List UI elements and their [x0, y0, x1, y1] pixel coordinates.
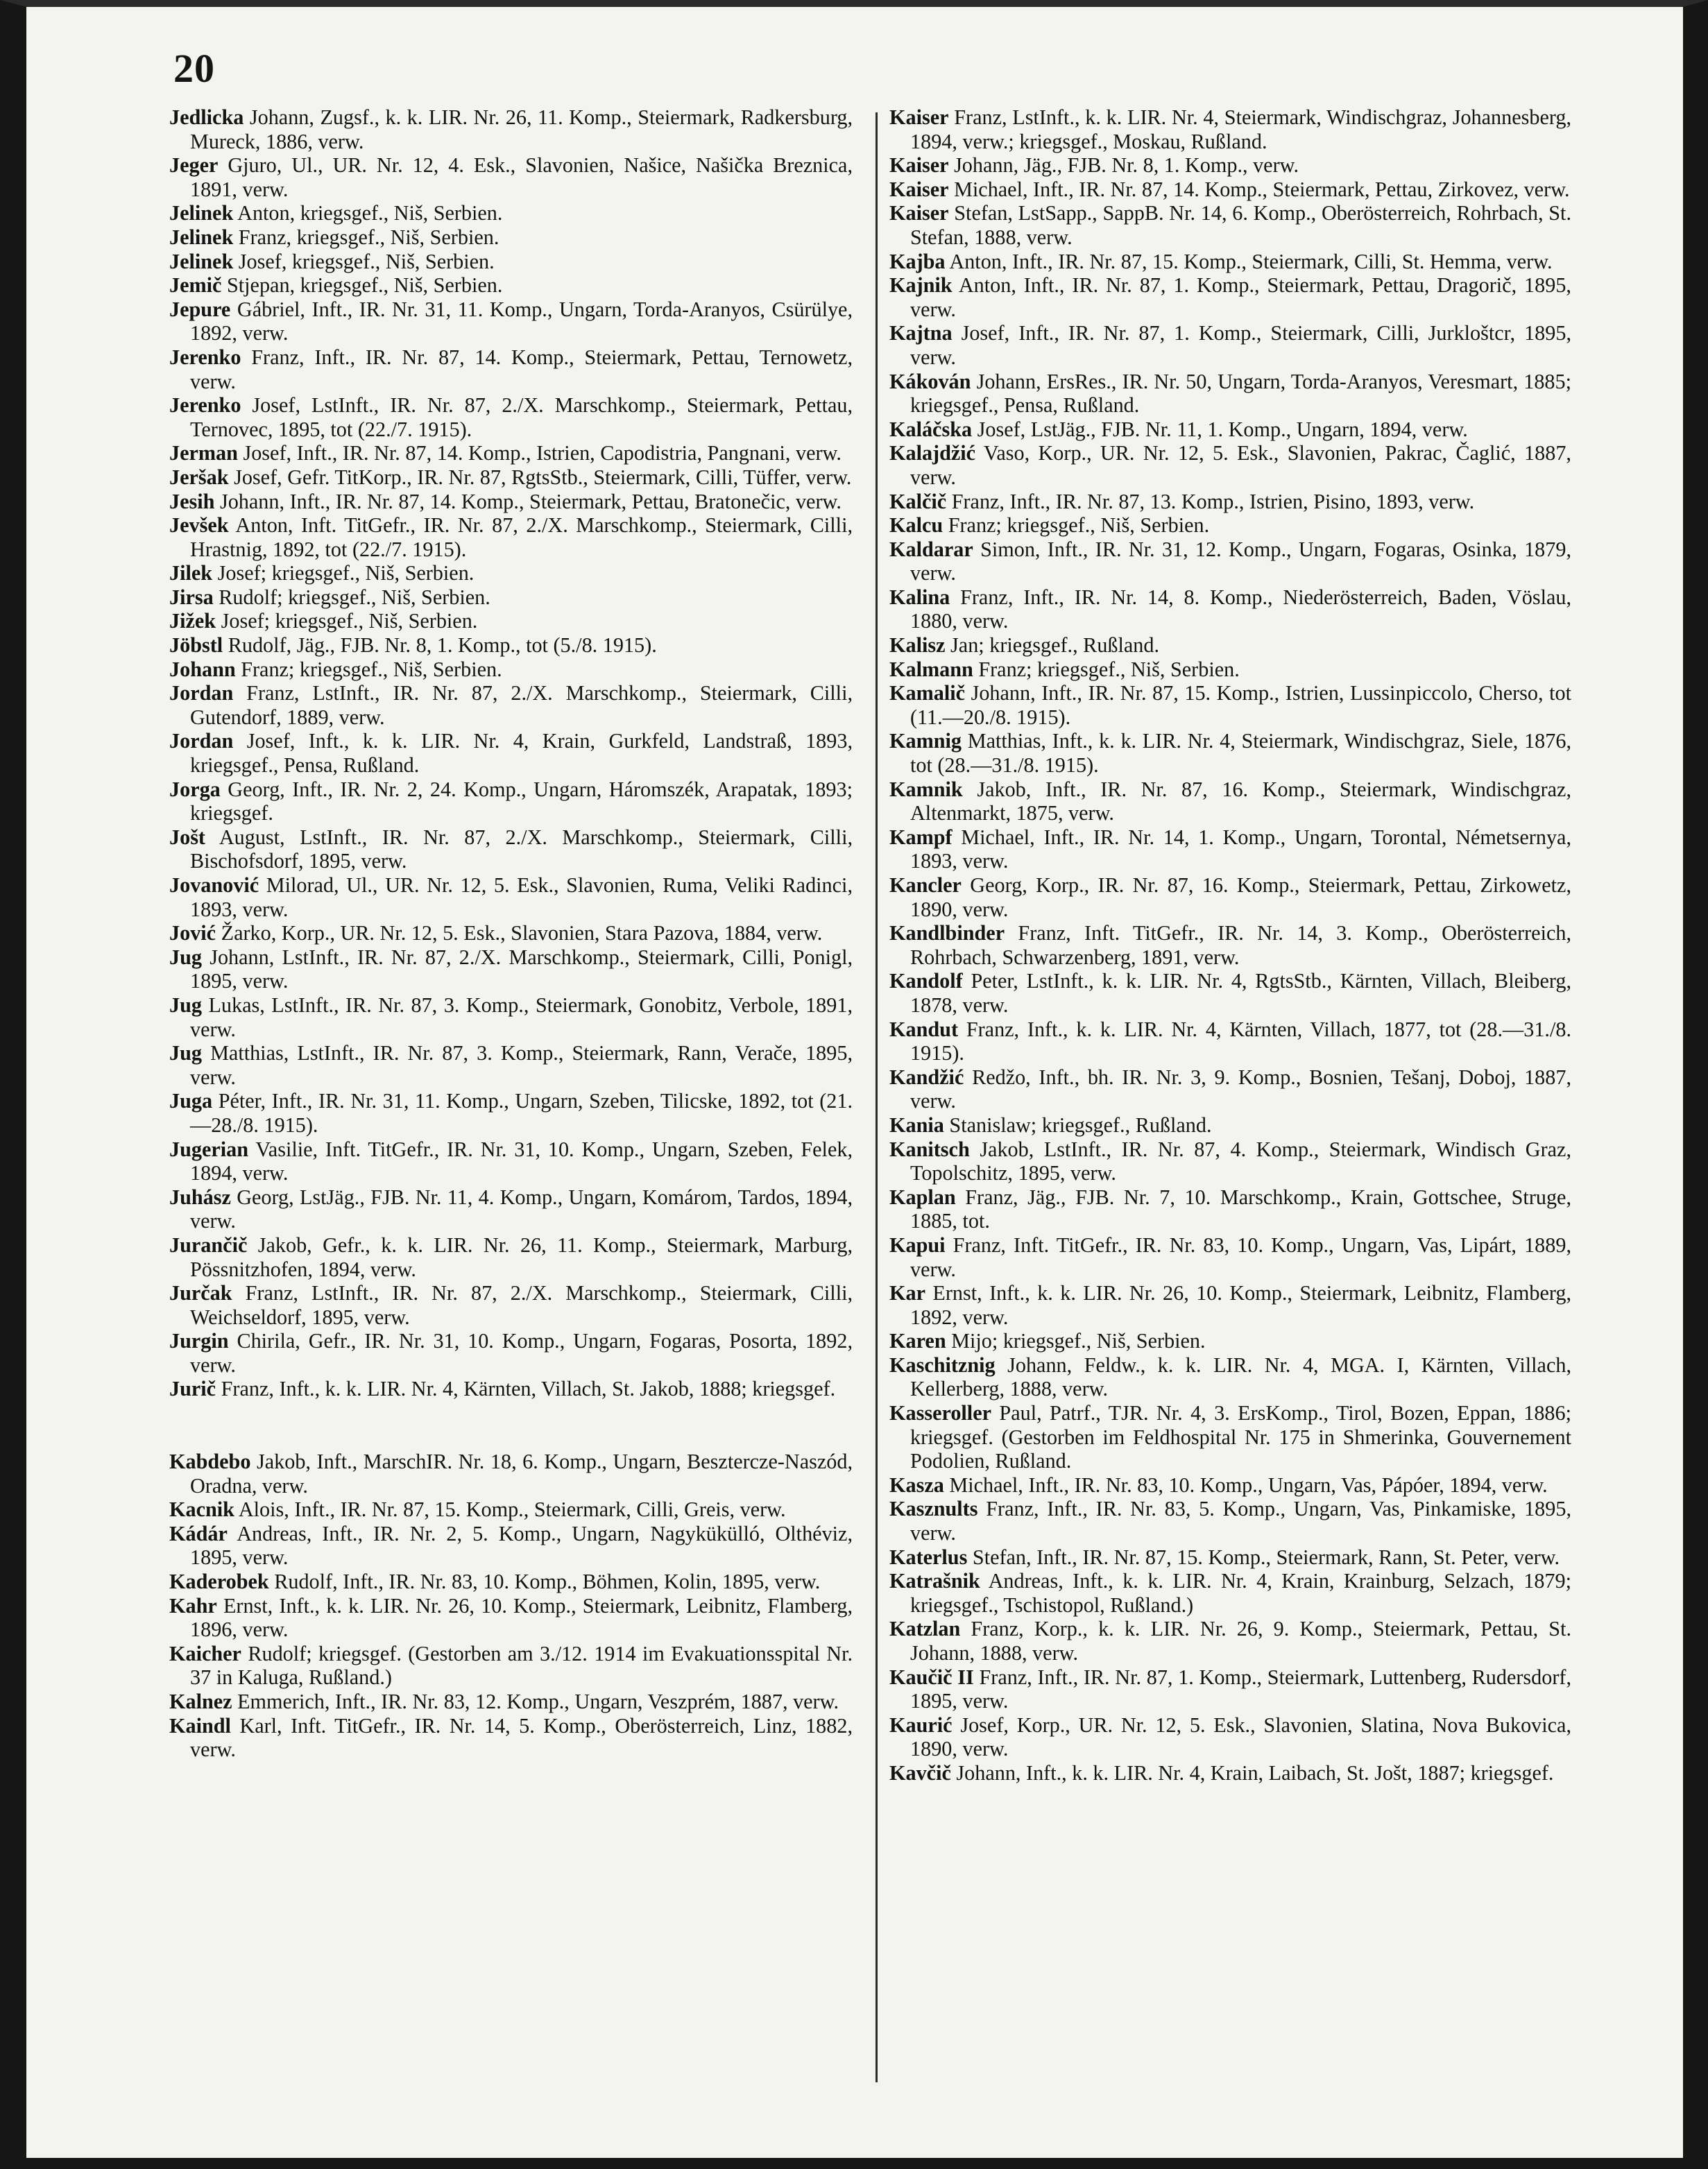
list-entry [889, 1113, 1571, 1138]
entry-details: Peter, LstInft., k. k. LIR. Nr. 4, RgtsStb., Kärnten, Villach, Bleiberg, 1878, verw. [910, 969, 1572, 1017]
entry-surname: Kania [889, 1113, 944, 1137]
list-entry [169, 681, 853, 729]
entry-details: Vaso, Korp., UR. Nr. 12, 5. Esk., Slavonien, Pakrac, Čaglić, 1887, verw. [910, 441, 1571, 489]
entry-details: Georg, LstJäg., FJB. Nr. 11, 4. Komp., Ungarn, Komárom, Tardos, 1894, verw. [190, 1185, 853, 1233]
entry-surname: Kasseroller [889, 1401, 991, 1425]
entry-details: Anton, Inft. TitGefr., IR. Nr. 87, 2./X. Marschkomp., Steiermark, Cilli, Hrastnig, 1892, tot (22./7. 1915). [190, 513, 853, 561]
list-entry [169, 561, 853, 585]
list-entry [889, 153, 1571, 178]
entry-details: Franz, Inft. TitGefr., IR. Nr. 83, 10. Komp., Ungarn, Vas, Lipárt, 1889, verw. [910, 1233, 1571, 1281]
entry-details: Chirila, Gefr., IR. Nr. 31, 10. Komp., Ungarn, Fogaras, Posorta, 1892, verw. [190, 1329, 853, 1377]
entry-details: Johann, Inft., IR. Nr. 87, 15. Komp., Istrien, Lussinpiccolo, Cherso, tot (11.—20./8. 1915). [910, 681, 1572, 729]
entry-surname: Jöbstl [169, 633, 223, 658]
entry-surname: Katerlus [889, 1545, 968, 1569]
list-entry [889, 1545, 1571, 1570]
entry-details: Georg, Inft., IR. Nr. 2, 24. Komp., Ungarn, Háromszék, Arapatak, 1893; kriegsgef. [190, 777, 853, 825]
list-entry [889, 1665, 1571, 1713]
entry-surname: Jedlicka [169, 105, 244, 129]
list-entry [169, 1594, 853, 1642]
entry-details: Péter, Inft., IR. Nr. 31, 11. Komp., Ungarn, Szeben, Tilicske, 1892, tot (21.—28./8. 1915). [190, 1089, 853, 1137]
entry-surname: Kandolf [889, 969, 963, 993]
entry-surname: Kaindl [169, 1713, 231, 1738]
entry-details: Jan; kriegsgef., Rußland. [950, 633, 1160, 658]
entry-surname: Kaschitznig [889, 1353, 996, 1377]
entry-surname: Jordan [169, 681, 234, 705]
entry-surname: Katzlan [889, 1617, 961, 1641]
entry-surname: Kandžić [889, 1065, 964, 1089]
list-entry [169, 393, 853, 441]
entry-details: Emmerich, Inft., IR. Nr. 83, 12. Komp., Ungarn, Veszprém, 1887, verw. [237, 1690, 839, 1713]
list-entry [889, 825, 1571, 873]
entry-surname: Kancler [889, 873, 962, 897]
entry-surname: Kaiser [889, 153, 949, 178]
list-entry [169, 153, 853, 201]
entry-details: Johann, Inft., IR. Nr. 87, 14. Komp., Steiermark, Pettau, Bratonečic, verw. [219, 489, 842, 513]
entry-details: Rudolf; kriegsgef., Niš, Serbien. [219, 585, 490, 609]
list-entry [889, 273, 1571, 321]
entry-surname: Jurič [169, 1377, 216, 1401]
list-entry [889, 1018, 1571, 1065]
entry-details: Jakob, Inft., MarschIR. Nr. 18, 6. Komp., Ungarn, Besztercze-Naszód, Oradna, verw. [190, 1450, 853, 1498]
entry-surname: Kádár [169, 1521, 228, 1545]
entry-details: Andreas, Inft., IR. Nr. 2, 5. Komp., Ungarn, Nagykükülló, Olthéviz, 1895, verw. [190, 1521, 853, 1570]
entry-surname: Jug [169, 1041, 202, 1065]
list-entry [169, 1570, 853, 1594]
list-entry [889, 1185, 1571, 1233]
entry-details: Johann, ErsRes., IR. Nr. 50, Ungarn, Torda-Aranyos, Veresmart, 1885; kriegsgef., Pensa, Rußland. [910, 369, 1572, 418]
list-entry [169, 513, 853, 561]
entry-details: Franz, Inft., k. k. LIR. Nr. 4, Kärnten, Villach, St. Jakob, 1888; kriegsgef. [221, 1377, 836, 1401]
entry-details: Stanislaw; kriegsgef., Rußland. [949, 1113, 1212, 1137]
list-entry [889, 1497, 1571, 1545]
entry-details: Franz, Jäg., FJB. Nr. 7, 10. Marschkomp., Krain, Gottschee, Struge, 1885, tot. [910, 1185, 1572, 1233]
entry-surname: Jurčak [169, 1281, 232, 1305]
entry-details: Michael, Inft., IR. Nr. 87, 14. Komp., Steiermark, Pettau, Zirkovez, verw. [954, 177, 1570, 201]
entry-surname: Johann [169, 657, 236, 681]
list-entry [169, 1041, 853, 1089]
entry-details: Franz, Inft., k. k. LIR. Nr. 4, Kärnten, Villach, 1877, tot (28.—31./8. 1915). [910, 1017, 1571, 1065]
entry-details: Franz, Inft., IR. Nr. 87, 13. Komp., Istrien, Pisino, 1893, verw. [951, 489, 1475, 513]
entry-details: Johann, LstInft., IR. Nr. 87, 2./X. Marschkomp., Steiermark, Cilli, Ponigl, 1895, verw. [190, 945, 853, 993]
entry-surname: Kahr [169, 1593, 217, 1618]
list-entry [889, 1569, 1571, 1617]
entry-surname: Jemič [169, 273, 222, 298]
list-entry [169, 778, 853, 825]
list-entry [889, 658, 1571, 682]
entry-surname: Jošt [169, 825, 205, 849]
entry-details: Paul, Patrf., TJR. Nr. 4, 3. ErsKomp., Tirol, Bozen, Eppan, 1886; kriegsgef. (Gestorben im Feldhospital Nr. 175 in Shmerinka, Gouvernement Podolien, Rußland. [910, 1401, 1571, 1473]
list-entry [889, 418, 1571, 442]
list-entry [889, 250, 1571, 274]
list-entry [889, 729, 1571, 777]
entry-details: Žarko, Korp., UR. Nr. 12, 5. Esk., Slavonien, Stara Pazova, 1884, verw. [221, 921, 823, 945]
entry-surname: Kaiser [889, 105, 949, 129]
list-entry [169, 1329, 853, 1377]
list-entry [169, 105, 853, 153]
entry-details: Stefan, LstSapp., SappB. Nr. 14, 6. Komp., Oberösterreich, Rohrbach, St. Stefan, 1888, verw. [910, 201, 1571, 249]
entry-surname: Jorga [169, 777, 221, 801]
list-entry [169, 345, 853, 393]
list-entry [169, 825, 853, 873]
entry-details: Michael, Inft., IR. Nr. 14, 1. Komp., Ungarn, Torontal, Németsernya, 1893, verw. [910, 825, 1571, 873]
entry-surname: Jerman [169, 441, 238, 465]
entry-details: Rudolf, Jäg., FJB. Nr. 8, 1. Komp., tot (5./8. 1915). [228, 633, 657, 658]
entry-surname: Jerenko [169, 345, 241, 369]
entry-details: Rudolf; kriegsgef. (Gestorben am 3./12. 1914 im Evakuationsspital Nr. 37 in Kaluga, Rußland.) [190, 1641, 853, 1690]
list-entry [889, 178, 1571, 202]
entry-surname: Jesih [169, 489, 215, 513]
entry-surname: Jelinek [169, 249, 234, 273]
entry-details: Mijo; kriegsgef., Niš, Serbien. [951, 1329, 1206, 1353]
entry-surname: Kalčič [889, 489, 947, 513]
list-entry [889, 1281, 1571, 1329]
entry-surname: Katrašnik [889, 1569, 980, 1593]
entry-details: Matthias, Inft., k. k. LIR. Nr. 4, Steiermark, Windischgraz, Siele, 1876, tot (28.—31./8. 1915). [910, 729, 1571, 778]
list-entry [889, 1401, 1571, 1473]
list-entry [169, 1185, 853, 1233]
entry-details: Franz, Inft., IR. Nr. 87, 1. Komp., Steiermark, Luttenberg, Rudersdorf, 1895, verw. [910, 1665, 1572, 1713]
entry-surname: Kalnez [169, 1690, 232, 1713]
list-entry [169, 1690, 853, 1714]
entry-details: Josef, Inft., IR. Nr. 87, 14. Komp., Istrien, Capodistria, Pangnani, verw. [243, 441, 842, 465]
section-gap [169, 1401, 853, 1450]
list-entry [889, 490, 1571, 514]
list-entry [169, 1522, 853, 1570]
entry-details: Gábriel, Inft., IR. Nr. 31, 11. Komp., Ungarn, Torda-Aranyos, Csürülye, 1892, verw. [190, 297, 853, 345]
entry-details: Franz, LstInft., IR. Nr. 87, 2./X. Marschkomp., Steiermark, Cilli, Weichseldorf, 1895, verw. [190, 1281, 853, 1329]
entry-details: August, LstInft., IR. Nr. 87, 2./X. Marschkomp., Steiermark, Cilli, Bischofsdorf, 1895, verw. [190, 825, 853, 873]
list-entry [169, 1138, 853, 1185]
entry-details: Andreas, Inft., k. k. LIR. Nr. 4, Krain, Krainburg, Selzach, 1879; kriegsgef., Tschistopol, Rußland.) [910, 1569, 1571, 1617]
entry-surname: Kaláčska [889, 417, 973, 441]
list-entry [169, 1714, 853, 1762]
entry-details: Josef; kriegsgef., Niš, Serbien. [221, 609, 478, 633]
list-entry [889, 1138, 1571, 1185]
entry-details: Franz, Inft., IR. Nr. 87, 14. Komp., Steiermark, Pettau, Ternowetz, verw. [190, 345, 853, 393]
entry-details: Simon, Inft., IR. Nr. 31, 12. Komp., Ungarn, Fogaras, Osinka, 1879, verw. [910, 537, 1572, 585]
entry-details: Rudolf, Inft., IR. Nr. 83, 10. Komp., Böhmen, Kolin, 1895, verw. [274, 1570, 821, 1594]
entry-surname: Kaldarar [889, 537, 973, 561]
list-entry [889, 778, 1571, 825]
entry-surname: Kampf [889, 825, 953, 849]
list-entry [169, 250, 853, 274]
list-entry [169, 945, 853, 993]
entry-details: Stjepan, kriegsgef., Niš, Serbien. [226, 273, 503, 298]
entry-surname: Jordan [169, 729, 234, 753]
entry-details: Josef, Gefr. TitKorp., IR. Nr. 87, RgtsStb., Steiermark, Cilli, Tüffer, verw. [234, 465, 852, 489]
entry-surname: Kandlbinder [889, 921, 1005, 945]
list-entry [889, 633, 1571, 658]
entry-surname: Kaderobek [169, 1570, 269, 1594]
entry-surname: Kamnik [889, 777, 963, 801]
entry-details: Franz; kriegsgef., Niš, Serbien. [241, 657, 502, 681]
entry-surname: Kaiser [889, 177, 949, 201]
entry-details: Jakob, Gefr., k. k. LIR. Nr. 26, 11. Komp., Steiermark, Marburg, Pössnitzhofen, 1894, verw. [190, 1233, 853, 1281]
entry-details: Johann, Feldw., k. k. LIR. Nr. 4, MGA. I, Kärnten, Villach, Kellerberg, 1888, verw. [910, 1353, 1571, 1401]
list-entry [889, 1617, 1571, 1665]
entry-surname: Kanitsch [889, 1137, 970, 1161]
list-entry [889, 585, 1571, 633]
list-entry [889, 921, 1571, 969]
entry-surname: Kajtna [889, 321, 953, 345]
list-entry [169, 225, 853, 250]
entry-surname: Kalcu [889, 513, 943, 538]
entry-details: Jakob, LstInft., IR. Nr. 87, 4. Komp., Steiermark, Windisch Graz, Topolschitz, 1895, verw. [910, 1137, 1572, 1185]
list-entry [889, 873, 1571, 921]
entry-details: Josef, Korp., UR. Nr. 12, 5. Esk., Slavonien, Slatina, Nova Bukovica, 1890, verw. [910, 1713, 1571, 1761]
list-entry [169, 273, 853, 298]
list-entry [169, 1281, 853, 1329]
entry-surname: Kabdebo [169, 1450, 251, 1474]
list-entry [169, 993, 853, 1041]
list-entry [169, 658, 853, 682]
list-entry [169, 873, 853, 921]
entry-surname: Kaiser [889, 201, 949, 225]
entry-surname: Kajba [889, 249, 946, 273]
entry-surname: Kasza [889, 1473, 944, 1497]
entry-details: Michael, Inft., IR. Nr. 83, 10. Komp., Ungarn, Vas, Pápóer, 1894, verw. [949, 1473, 1548, 1497]
entry-details: Anton, kriegsgef., Niš, Serbien. [237, 201, 503, 225]
entry-surname: Kasznults [889, 1497, 978, 1521]
entry-details: Anton, Inft., IR. Nr. 87, 15. Komp., Steiermark, Cilli, St. Hemma, verw. [949, 249, 1553, 273]
entry-details: Lukas, LstInft., IR. Nr. 87, 3. Komp., Steiermark, Gonobitz, Verbole, 1891, verw. [190, 993, 853, 1041]
list-entry [889, 370, 1571, 418]
entry-surname: Jelinek [169, 201, 234, 225]
entry-details: Franz, Inft. TitGefr., IR. Nr. 14, 3. Komp., Oberösterreich, Rohrbach, Schwarzenberg, 1891, verw. [910, 921, 1572, 969]
entry-surname: Juhász [169, 1185, 231, 1209]
entry-details: Johann, Inft., k. k. LIR. Nr. 4, Krain, Laibach, St. Jošt, 1887; kriegsgef. [956, 1760, 1554, 1785]
entry-surname: Jilek [169, 561, 213, 585]
entry-details: Franz, LstInft., IR. Nr. 87, 2./X. Marschkomp., Steiermark, Cilli, Gutendorf, 1889, verw. [190, 681, 853, 729]
list-entry [889, 1713, 1571, 1761]
entry-surname: Jelinek [169, 225, 234, 249]
list-entry [169, 298, 853, 345]
entry-details: Franz, kriegsgef., Niš, Serbien. [238, 225, 499, 249]
entry-details: Josef, LstJäg., FJB. Nr. 11, 1. Komp., Ungarn, 1894, verw. [977, 417, 1468, 441]
list-entry [889, 513, 1571, 538]
entry-details: Franz, Inft., IR. Nr. 14, 8. Komp., Niederösterreich, Baden, Vöslau, 1880, verw. [910, 585, 1572, 633]
entry-surname: Kalina [889, 585, 950, 609]
list-entry [889, 969, 1571, 1017]
right-column [889, 105, 1571, 1785]
list-entry [169, 201, 853, 225]
entry-details: Josef, Inft., IR. Nr. 87, 1. Komp., Steiermark, Cilli, Jurkloštcr, 1895, verw. [910, 321, 1572, 369]
list-entry [889, 1065, 1571, 1113]
list-entry [889, 1233, 1571, 1281]
entry-surname: Kalmann [889, 657, 973, 681]
list-entry [889, 681, 1571, 729]
entry-surname: Juga [169, 1089, 213, 1113]
entry-surname: Kaučič II [889, 1665, 974, 1689]
entry-surname: Karen [889, 1329, 946, 1353]
entry-surname: Jurančič [169, 1233, 248, 1257]
list-entry [169, 609, 853, 633]
entry-surname: Jovanović [169, 873, 259, 897]
list-entry [169, 1377, 853, 1401]
entry-details: Matthias, LstInft., IR. Nr. 87, 3. Komp., Steiermark, Rann, Verače, 1895, verw. [190, 1041, 853, 1089]
list-entry [889, 441, 1571, 489]
page-number: 20 [173, 46, 215, 91]
entry-details: Johann, Zugsf., k. k. LIR. Nr. 26, 11. Komp., Steiermark, Radkersburg, Mureck, 1886, verw. [190, 105, 853, 153]
entry-details: Josef, kriegsgef., Niš, Serbien. [238, 249, 495, 273]
entry-details: Johann, Jäg., FJB. Nr. 8, 1. Komp., verw. [954, 153, 1299, 178]
entry-details: Jakob, Inft., IR. Nr. 87, 16. Komp., Steiermark, Windischgraz, Altenmarkt, 1875, verw. [910, 777, 1571, 825]
entry-details: Josef, LstInft., IR. Nr. 87, 2./X. Marschkomp., Steiermark, Pettau, Ternovec, 1895, tot (22./7. 1915). [190, 393, 853, 441]
entry-surname: Kalisz [889, 633, 946, 658]
entry-surname: Jurgin [169, 1329, 229, 1353]
list-entry [889, 538, 1571, 585]
entry-details: Franz; kriegsgef., Niš, Serbien. [978, 657, 1240, 681]
entry-surname: Kapui [889, 1233, 946, 1257]
column-divider [876, 112, 878, 2082]
entry-details: Josef, Inft., k. k. LIR. Nr. 4, Krain, Gurkfeld, Landstraß, 1893, kriegsgef., Pensa, Rußland. [190, 729, 853, 778]
entry-surname: Kaicher [169, 1641, 241, 1665]
entry-surname: Kacnik [169, 1498, 234, 1522]
entry-details: Gjuro, Ul., UR. Nr. 12, 4. Esk., Slavonien, Našice, Našička Breznica, 1891, verw. [190, 153, 853, 201]
entry-surname: Kavčič [889, 1760, 951, 1785]
entry-surname: Kaplan [889, 1185, 956, 1209]
entry-surname: Jerenko [169, 393, 241, 418]
entry-surname: Kamalič [889, 681, 965, 705]
entry-surname: Kajnik [889, 273, 953, 298]
entry-details: Milorad, Ul., UR. Nr. 12, 5. Esk., Slavonien, Ruma, Veliki Radinci, 1893, verw. [190, 873, 853, 921]
list-entry [169, 1233, 853, 1281]
entry-surname: Jižek [169, 609, 216, 633]
entry-details: Anton, Inft., IR. Nr. 87, 1. Komp., Steiermark, Pettau, Dragorič, 1895, verw. [910, 273, 1571, 321]
entry-details: Vasilie, Inft. TitGefr., IR. Nr. 31, 10. Komp., Ungarn, Szeben, Felek, 1894, verw. [190, 1137, 853, 1185]
entry-details: Josef; kriegsgef., Niš, Serbien. [217, 561, 475, 585]
entry-details: Karl, Inft. TitGefr., IR. Nr. 14, 5. Komp., Oberösterreich, Linz, 1882, verw. [190, 1713, 853, 1762]
list-entry [889, 1329, 1571, 1353]
list-entry [889, 105, 1571, 153]
entry-details: Alois, Inft., IR. Nr. 87, 15. Komp., Steiermark, Cilli, Greis, verw. [238, 1498, 786, 1522]
left-column [169, 105, 853, 1762]
entry-details: Franz, LstInft., k. k. LIR. Nr. 4, Steiermark, Windischgraz, Johannesberg, 1894, verw.; kriegsgef., Moskau, Rußland. [910, 105, 1572, 153]
list-entry [169, 1450, 853, 1498]
list-entry [889, 1473, 1571, 1498]
list-entry [889, 1761, 1571, 1785]
list-entry [169, 490, 853, 514]
list-entry [169, 441, 853, 465]
entry-surname: Jevšek [169, 513, 229, 538]
list-entry [169, 633, 853, 658]
entry-surname: Jeršak [169, 465, 229, 489]
entry-surname: Jeger [169, 153, 219, 178]
entry-surname: Jugerian [169, 1137, 249, 1161]
entry-details: Redžo, Inft., bh. IR. Nr. 3, 9. Komp., Bosnien, Tešanj, Doboj, 1887, verw. [910, 1065, 1572, 1113]
entry-surname: Kaurić [889, 1713, 953, 1737]
list-entry [889, 1353, 1571, 1401]
entry-details: Stefan, Inft., IR. Nr. 87, 15. Komp., Steiermark, Rann, St. Peter, verw. [972, 1545, 1560, 1569]
list-entry [889, 201, 1571, 249]
entry-details: Franz; kriegsgef., Niš, Serbien. [948, 513, 1210, 538]
list-entry [169, 921, 853, 945]
list-entry [169, 1642, 853, 1690]
entry-surname: Jug [169, 945, 202, 969]
entry-details: Franz, Inft., IR. Nr. 83, 5. Komp., Ungarn, Vas, Pinkamiske, 1895, verw. [910, 1497, 1572, 1545]
list-entry [169, 465, 853, 490]
entry-details: Georg, Korp., IR. Nr. 87, 16. Komp., Steiermark, Pettau, Zirkowetz, 1890, verw. [910, 873, 1571, 921]
list-entry [169, 1089, 853, 1137]
entry-details: Ernst, Inft., k. k. LIR. Nr. 26, 10. Komp., Steiermark, Leibnitz, Flamberg, 1892, verw. [910, 1281, 1571, 1329]
entry-surname: Kákován [889, 369, 971, 393]
entry-surname: Kandut [889, 1017, 958, 1041]
entry-surname: Kar [889, 1281, 925, 1305]
entry-surname: Jug [169, 993, 202, 1017]
entry-surname: Jirsa [169, 585, 214, 609]
entry-surname: Jepure [169, 297, 231, 321]
entry-surname: Kamnig [889, 729, 962, 753]
list-entry [889, 321, 1571, 369]
entry-details: Franz, Korp., k. k. LIR. Nr. 26, 9. Komp., Steiermark, Pettau, St. Johann, 1888, verw. [910, 1617, 1572, 1665]
entry-surname: Jović [169, 921, 216, 945]
entry-surname: Kalajdžić [889, 441, 976, 465]
list-entry [169, 1498, 853, 1522]
entry-details: Ernst, Inft., k. k. LIR. Nr. 26, 10. Komp., Steiermark, Leibnitz, Flamberg, 1896, verw. [190, 1593, 853, 1642]
list-entry [169, 585, 853, 610]
list-entry [169, 729, 853, 777]
